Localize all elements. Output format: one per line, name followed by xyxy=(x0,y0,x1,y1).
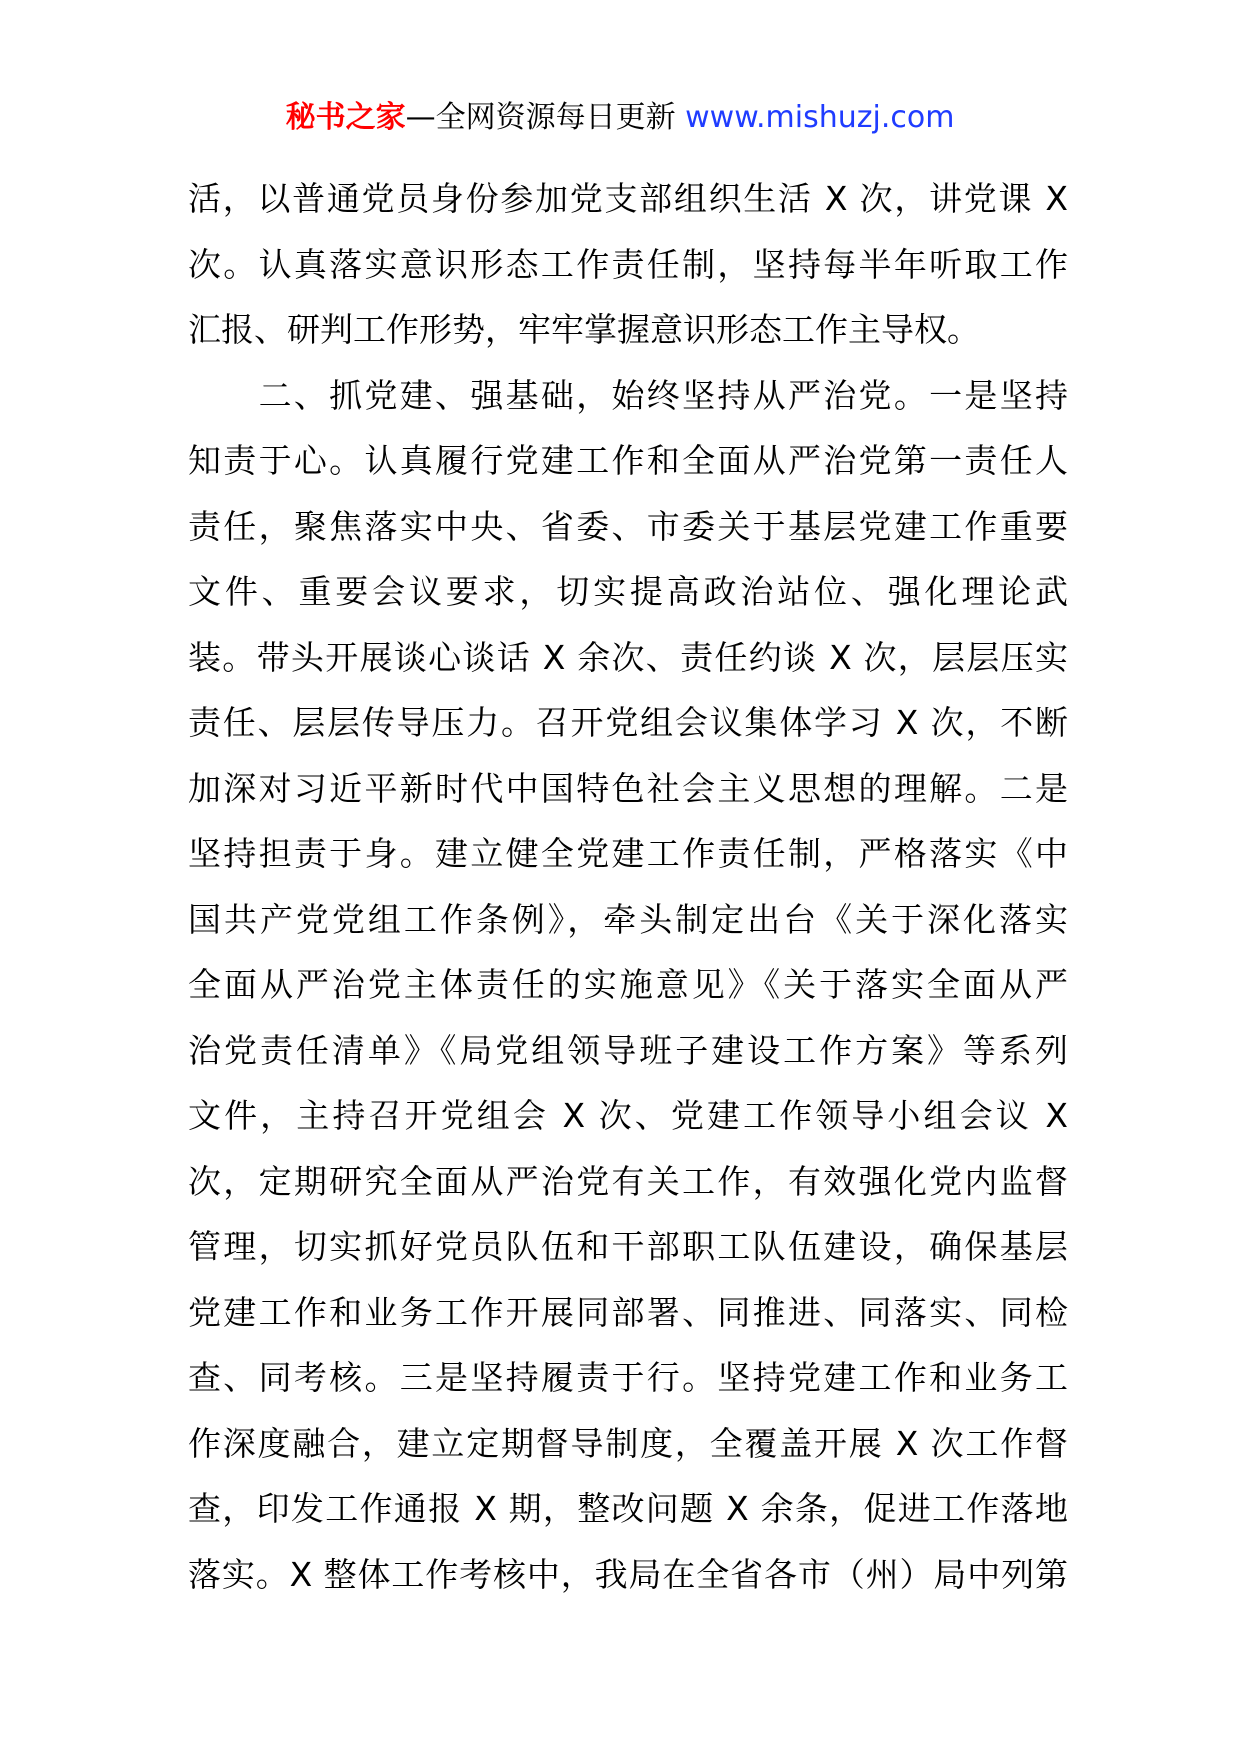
text-line: 责任，聚焦落实中央、省委、市委关于基层党建工作重要 xyxy=(188,506,1068,546)
text-line: 加深对习近平新时代中国特色社会主义思想的理解。二是 xyxy=(188,768,1068,808)
text-line: 文件，主持召开党组会 X 次、党建工作领导小组会议 X xyxy=(188,1096,1068,1135)
text-line: 次。认真落实意识形态工作责任制，坚持每半年听取工作 xyxy=(188,244,1068,284)
text-line: 查、同考核。三是坚持履责于行。坚持党建工作和业务工 xyxy=(188,1358,1068,1397)
text-line: 治党责任清单》《局党组领导班子建设工作方案》等系列 xyxy=(188,1030,1068,1070)
text-line: 全面从严治党主体责任的实施意见》《关于落实全面从严 xyxy=(188,965,1068,1004)
document-body xyxy=(188,166,1068,1607)
text-line: 文件、重要会议要求，切实提高政治站位、强化理论武 xyxy=(188,572,1068,611)
text-line: 汇报、研判工作形势，牢牢掌握意识形态工作主导权。 xyxy=(188,310,980,349)
text-line: 知责于心。认真履行党建工作和全面从严治党第一责任人 xyxy=(188,441,1068,480)
text-line: 责任、层层传导压力。召开党组会议集体学习 X 次，不断 xyxy=(188,703,1068,742)
text-line: 装。带头开展谈心谈话 X 余次、责任约谈 X 次，层层压实 xyxy=(188,637,1068,677)
text-line: 次，定期研究全面从严治党有关工作，有效强化党内监督 xyxy=(188,1161,1068,1201)
text-line: 落实。X 整体工作考核中，我局在全省各市（州）局中列第 xyxy=(188,1554,1068,1594)
text-line: 党建工作和业务工作开展同部署、同推进、同落实、同检 xyxy=(188,1292,1068,1332)
site-tagline: —全网资源每日更新 xyxy=(405,100,676,135)
text-line: 管理，切实抓好党员队伍和干部职工队伍建设，确保基层 xyxy=(188,1227,1068,1266)
site-watermark-header xyxy=(0,98,1240,138)
text-line: 坚持担责于身。建立健全党建工作责任制，严格落实《中 xyxy=(188,834,1068,873)
text-line: 查，印发工作通报 X 期，整改问题 X 余条，促进工作落地 xyxy=(188,1489,1068,1528)
text-line: 作深度融合，建立定期督导制度，全覆盖开展 X 次工作督 xyxy=(188,1423,1068,1463)
site-url: www.mishuzj.com xyxy=(685,100,955,135)
site-brand: 秘书之家 xyxy=(285,100,406,135)
text-line: 国共产党党组工作条例》，牵头制定出台《关于深化落实 xyxy=(188,899,1068,939)
section-heading-line: 二、抓党建、强基础，始终坚持从严治党。一是坚持 xyxy=(188,375,1068,415)
text-line: 活，以普通党员身份参加党支部组织生活 X 次，讲党课 X xyxy=(188,179,1068,218)
